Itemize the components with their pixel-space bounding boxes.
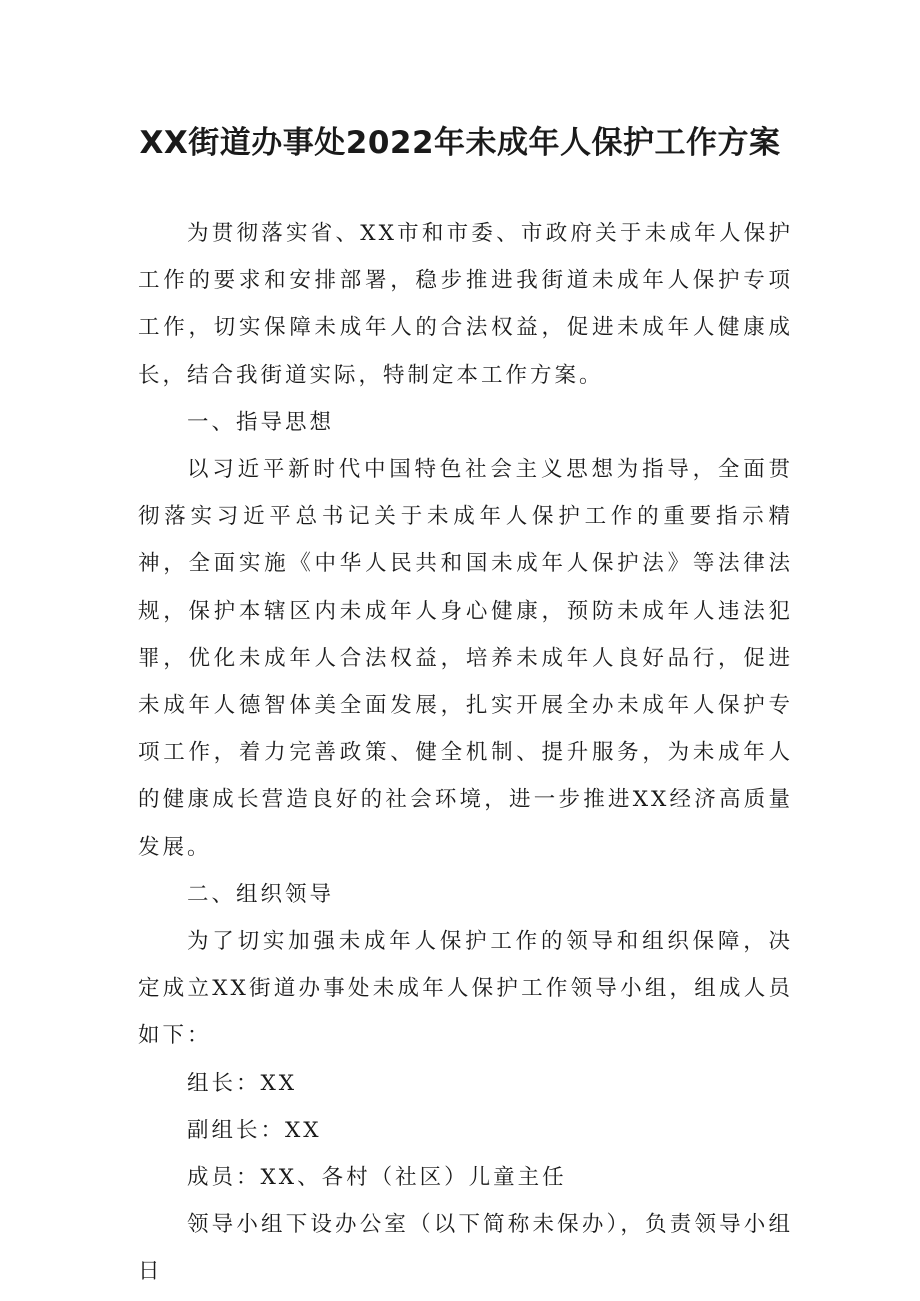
paragraph-office: 领导小组下设办公室（以下简称未保办），负责领导小组日 (138, 1212, 793, 1285)
paragraph-intro: 为贯彻落实省、XX市和市委、市政府关于未成年人保护工作的要求和安排部署，稳步推进我街道未成年人保护专项工作，切实保障未成年人的合法权益，促进未成年人健康成长，结合我街道实际，特制定本工作方案。 (138, 221, 793, 388)
section-heading-organization: 二、组织领导 (187, 881, 335, 907)
paragraph-guiding-ideology: 以习近平新时代中国特色社会主义思想为指导，全面贯彻落实习近平总书记关于未成年人保护工作的重要指示精神，全面实施《中华人民共和国未成年人保护法》等法律法规，保护本辖区内未成年人身心健康，预防未成年人违法犯罪，优化未成年人合法权益，培养未成年人良好品行，促进未成年人德智体美全面发展，扎实开展全办未成年人保护专项工作，着力完善政策、健全机制、提升服务，为未成年人的健康成长营造良好的社会环境，进一步推进XX经济高质量发展。 (138, 457, 793, 860)
member-leader: 组长：XX (187, 1070, 298, 1096)
section-heading-guiding-ideology: 一、指导思想 (187, 409, 335, 435)
document-body (138, 210, 793, 1296)
document-title: XX街道办事处2022年未成年人保护工作方案 (139, 125, 781, 161)
paragraph-organization: 为了切实加强未成年人保护工作的领导和组织保障，决定成立XX街道办事处未成年人保护工作领导小组，组成人员如下： (138, 929, 793, 1049)
member-deputy-leader: 副组长：XX (187, 1117, 322, 1143)
member-list: 成员：XX、各村（社区）儿童主任 (187, 1165, 567, 1191)
